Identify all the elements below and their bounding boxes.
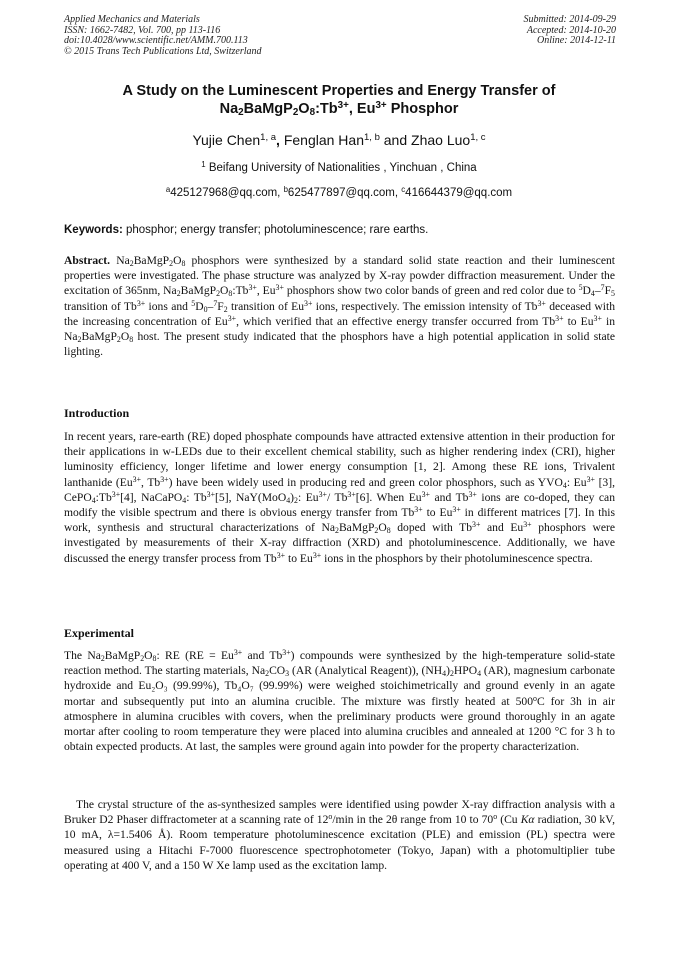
email-link[interactable]: 425127968@qq.com, <box>170 187 284 199</box>
author-name: Zhao Luo <box>411 132 471 148</box>
submitted-date: Submitted: 2014-09-29 <box>523 14 616 25</box>
email-link[interactable]: 416644379@qq.com <box>405 187 513 199</box>
issn-line: ISSN: 1662-7482, Vol. 700, pp 113-116 <box>64 24 221 36</box>
author-name: Fenglan Han <box>283 132 364 148</box>
paper-title <box>40 82 638 118</box>
author-list: Yujie Chen$^{1, a}$, Fenglan Han$^{1, b}$ and Zhao Luo$^{1, c}$ <box>192 132 486 148</box>
abstract-paragraph: Abstract. $Na_2BaMgP_2O_8$ phosphors were synthesized by a standard solid state reaction and their luminescent properties were investigated. The phase structure was analyzed by X-ray powder diffraction measurement. Under the excitation of 365nm, $Na_2BaMgP_2O_8:Tb^{3+}$, $Eu^{3+}$ phosphors show two color bands of green and red color due to $^5D_4-^7F_5$ transition of $Tb^{3+}$ ions and $^5D_0-^7F_2$ transition of $Eu^{3+}$ ions, respectively. The emission intensity of $Tb^{3+}$ deceased with the increasing concentration of $Eu^{3+}$, which verified that an effective energy transfer occurred from $Tb^{3+}$ to $Eu^{3+}$ in $Na_2BaMgP_2O_8$ host. The present study indicated that the phosphors have a high potential application in solid state lighting. <box>64 254 616 359</box>
section-heading-introduction: Introduction <box>64 406 130 420</box>
dates-header <box>524 15 617 47</box>
journal-header <box>64 15 262 57</box>
experimental-paragraph-2: The crystal structure of the as-synthesized samples were identified using powder X-ray diffraction analysis with a Bruker D2 Phaser diffractometer at a scanning rate of 12$^o$/min in the 2θ range from 10 to 70$^o$ (Cu Kα radiation, 30 kV, 10 mA, λ=1.5406 Å). Room temperature photoluminescence excitation (PLE) and emission (PL) spectra were measured using a Hitachi F-7000 fluorescence spectrophotometer (Tokyo, Japan) with a photomultiplier tube operating at 400 V, and a 150 W Xe lamp used as the excitation lamp. <box>64 798 616 872</box>
keywords <box>64 223 616 237</box>
accepted-date: Accepted: 2014-10-20 <box>526 24 616 36</box>
keywords-label: Keywords: <box>64 224 123 236</box>
author-emails: $^a$425127968@qq.com, $^b$625477897@qq.com, $^c$416644379@qq.com <box>165 185 513 199</box>
author-name: Yujie Chen <box>192 132 261 148</box>
copyright-line: © 2015 Trans Tech Publications Ltd, Switzerland <box>64 45 262 57</box>
experimental-paragraph-1: The $Na_2BaMgP_2O_8$: RE ($RE = Eu^{3+}$ and $Tb^{3+}$) compounds were synthesized by the high-temperature solid-state reaction method. The starting materials, $Na_2CO_3$ (AR (Analytical Reagent)), $(NH_4)_2HPO_4$ (AR), magnesium carbonate hydroxide and Eu₂O₃ (99.99%), Tb₄O₇ (99.99%) were weighed stoichimetrically and ground evenly in an agate mortar and subsequently put into an alumina crucible. The mixture was firstly heated at 500$^o$C for 3h in air atmosphere in alumina crucibles with covers, when the preliminary products were ground thoroughly in an agate mortar after cooling to room temperature they were placed into alumina crucibles and annealed at 1200 °C for 3 h to obtain expected products. At last, the samples were ground again into powder for the property characterization. <box>64 648 616 754</box>
title-line-1: A Study on the Luminescent Properties and Energy Transfer of <box>122 83 556 99</box>
doi-line[interactable]: doi:10.4028/www.scientific.net/AMM.700.113 <box>64 35 248 46</box>
section-heading-experimental: Experimental <box>64 626 134 640</box>
title-line-2: $Na_2BaMgP_2O_8:Tb^{3+}$, $Eu^{3+}$ Phosphor <box>219 100 459 119</box>
abstract-label: Abstract. <box>64 254 111 267</box>
journal-name: Applied Mechanics and Materials <box>64 14 200 25</box>
affiliation: $^1$ Beifang University of Nationalities , Yinchuan , China <box>201 160 477 174</box>
email-link[interactable]: 625477897@qq.com, <box>287 187 402 199</box>
online-date: Online: 2014-12-11 <box>537 35 616 46</box>
keywords-text: phosphor; energy transfer; photoluminescence; rare earths. <box>122 224 429 236</box>
introduction-paragraph: In recent years, rare-earth (RE) doped phosphate compounds have attracted extensive attention in their production for their applications in w-LEDs due to their excellent chemical stability, such as higher rendering index (CRI), higher luminosity efficiency, longer lifetime and lower energy consumption [1, 2]. Among these RE ions, Trivalent lanthanide ($Eu^{3+}$, $Tb^{3+}$) have been widely used in producing red and green color phosphors, such as $YVO_4$: $Eu^{3+}$ [3], $CePO_4:Tb^{3+}[4]$, NaCaPO$_4$: $Tb^{3+}[5]$, $NaY(MoO_4)_2$: $Eu^{3+}/$ $Tb^{3+}[6]$. When $Eu^{3+}$ and $Tb^{3+}$ ions are co-doped, they can modify the visible spectrum and there is obvious energy transfer from $Tb^{3+}$ to $Eu^{3+}$ in different matrices [7]. In this work, synthesis and structural characterizations of $Na_2BaMgP_2O_8$ doped with $Tb^{3+}$ and $Eu^{3+}$ phosphors were investigated by measurements of their X-ray diffraction (XRD) and photoluminescence. Additionally, we have discussed the energy transfer process from $Tb^{3+}$ to $Eu^{3+}$ ions in the phosphors by their photoluminescence spectra. <box>64 430 615 565</box>
